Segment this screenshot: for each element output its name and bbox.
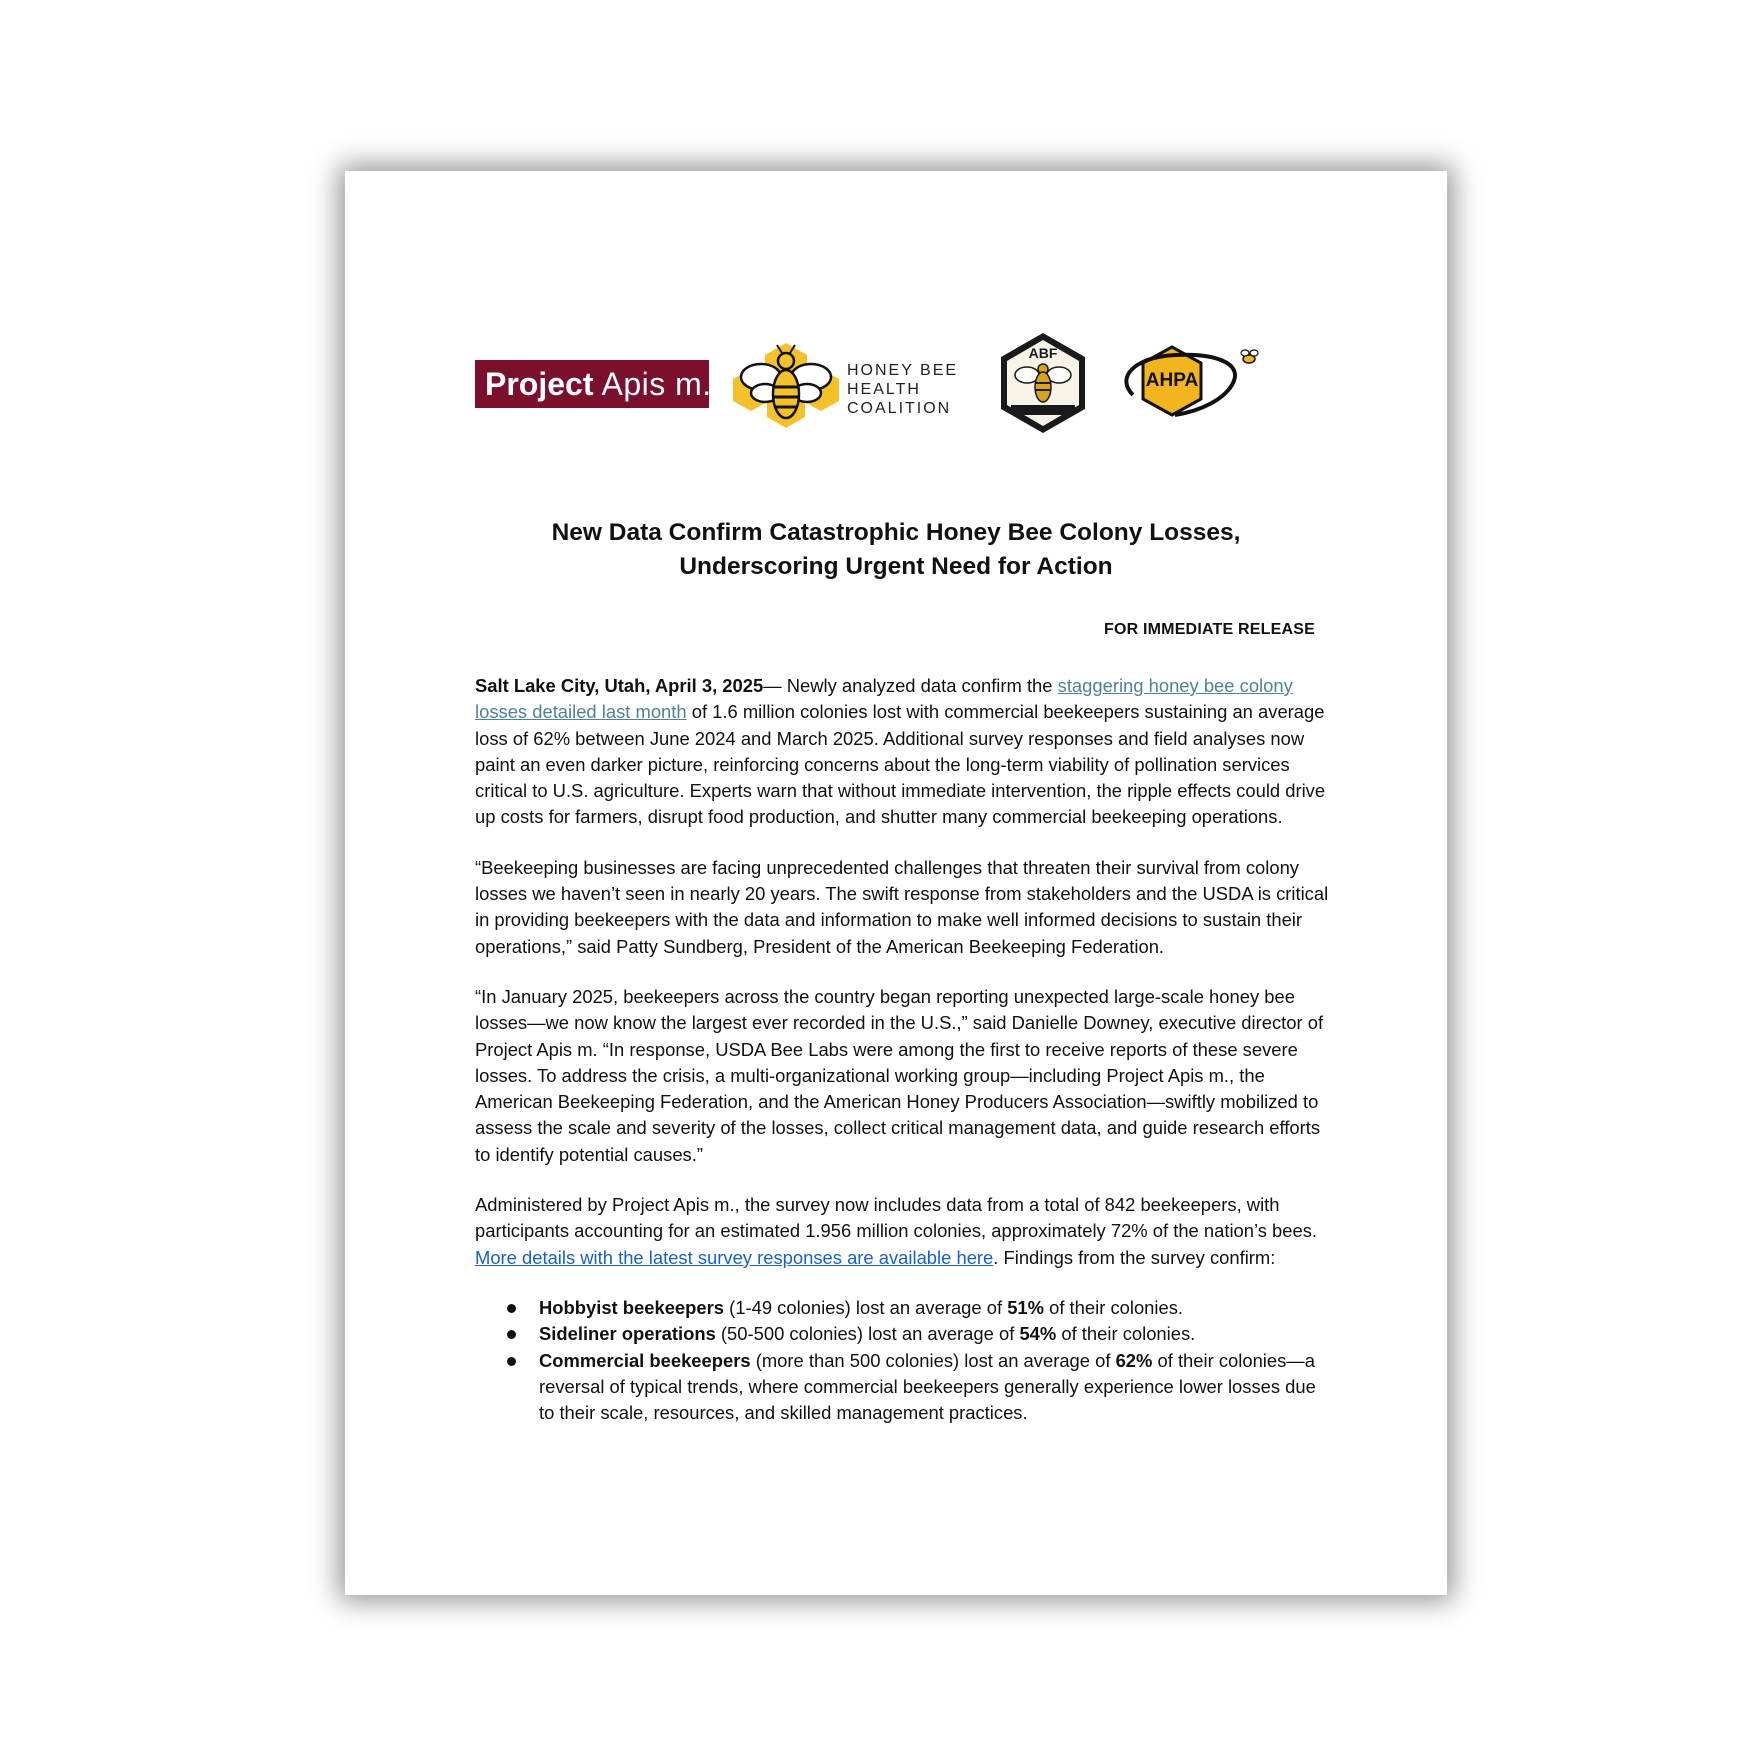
abf-badge-icon	[997, 331, 1089, 435]
paragraph-downey-quote: “In January 2025, beekeepers across the country began reporting unexpected large-scale honey bee losses—we now know the largest ever recorded in the U.S.,” said Danielle Downey, executive director of Project Apis m. “In response, USDA Bee Labs were among the first to receive reports of these severe losses. To address the crisis, a multi-organizational working group—including Project Apis m., the American Beekeeping Federation, and the American Honey Producers Association—swiftly mobilized to assess the scale and severity of the losses, collect critical management data, and guide research efforts to identify potential causes.”	[475, 985, 1324, 1165]
survey-details-link[interactable]: More details with the latest survey responses are available here	[475, 1246, 994, 1268]
ahpa-logo	[1115, 343, 1271, 425]
ahpa-wordmark: AHPA	[1145, 370, 1199, 391]
svg-text:ABF: ABF	[1028, 345, 1058, 361]
bullet-icon	[507, 1304, 516, 1313]
list-item: Commercial beekeepers (more than 500 colonies) lost an average of 62% of their colonies—a reversal of typical trends, where commercial beekeepers generally experience lower losses due to their scale, resources, and skilled management practices.	[475, 1348, 1331, 1427]
paragraph-lede: Salt Lake City, Utah, April 3, 2025— Newly analyzed data confirm the staggering honey bee colony losses detailed last month of 1.6 million colonies lost with commercial beekeepers sustaining an average loss of 62% between June 2024 and March 2025. Additional survey responses and field analyses now paint an even darker picture, reinforcing concerns about the long-term viability of pollination services critical to U.S. agriculture. Experts warn that without immediate intervention, the ripple effects could drive up costs for farmers, disrupt food production, and shutter many commercial beekeeping operations.	[475, 675, 1326, 828]
list-item: Sideliner operations (50-500 colonies) lost an average of 54% of their colonies.	[475, 1321, 1331, 1347]
project-apis-logo: Project Apis m.	[475, 360, 709, 408]
partner-logos	[345, 331, 1447, 451]
paragraph-survey: Administered by Project Apis m., the survey now includes data from a total of 842 beekeepers, with participants accounting for an estimated 1.956 million colonies, approximately 72% of the nation’s bees. More details with the latest survey responses are available here. Findings from the survey confirm:	[475, 1194, 1318, 1268]
paragraph-sundberg-quote: “Beekeeping businesses are facing unprecedented challenges that threaten their survival from colony losses we haven’t seen in nearly 20 years. The swift response from stakeholders and the USDA is critical in providing beekeepers with the data and information to make well informed decisions to sustain their operations,” said Patty Sundberg, President of the American Beekeeping Federation.	[475, 856, 1329, 957]
list-item: Hobbyist beekeepers (1-49 colonies) lost an average of 51% of their colonies.	[475, 1295, 1331, 1321]
american-beekeeping-federation-logo	[997, 331, 1089, 435]
bee-icon	[731, 339, 841, 429]
findings-list	[475, 1295, 1331, 1426]
hbhc-wordmark: HONEY BEE HEALTH COALITION	[847, 362, 959, 417]
colony-losses-link[interactable]: staggering honey bee colony losses detailed last month	[475, 675, 1293, 723]
release-label: FOR IMMEDIATE RELEASE	[1103, 621, 1315, 638]
bullet-icon	[507, 1357, 516, 1366]
honey-bee-health-coalition-logo	[731, 339, 961, 429]
press-release-headline: New Data Confirm Catastrophic Honey Bee Colony Losses, Underscoring Urgent Need for Action	[551, 519, 1241, 580]
bullet-icon	[507, 1330, 516, 1339]
document-page	[345, 171, 1447, 1595]
dateline: Salt Lake City, Utah, April 3, 2025	[475, 675, 764, 696]
article-body	[475, 673, 1331, 1426]
